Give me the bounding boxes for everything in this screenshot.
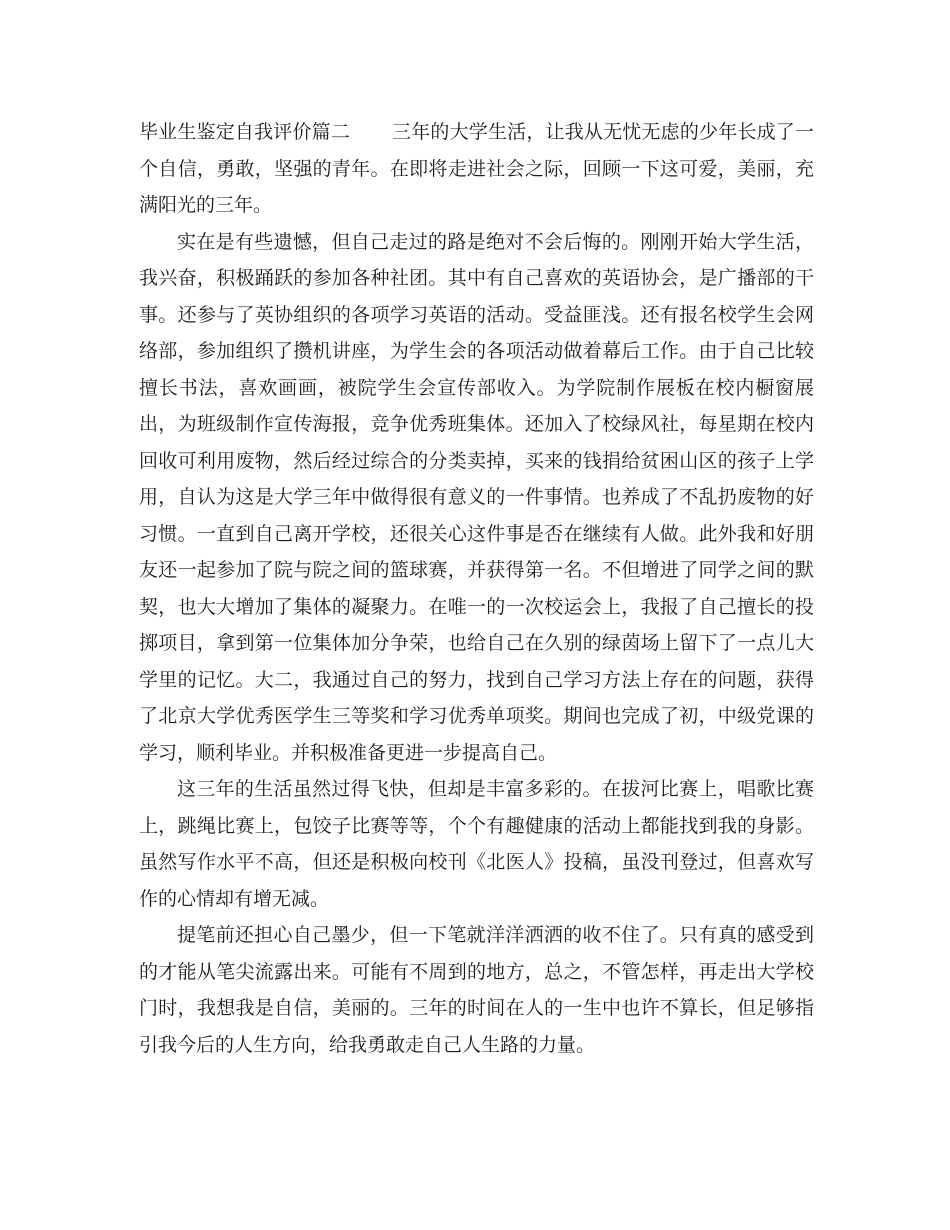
document-body [139, 114, 814, 1063]
document-title: 毕业生鉴定自我评价篇二 [139, 121, 351, 143]
body-paragraph-3: 提笔前还担心自己墨少，但一下笔就洋洋洒洒的收不住了。只有真的感受到的才能从笔尖流露出来。可能有不周到的地方，总之，不管怎样，再走出大学校门时，我想我是自信，美丽的。三年的时间在人的一生中也许不算长，但足够指引我今后的人生方向，给我勇敢走自己人生路的力量。 [139, 924, 814, 1056]
body-paragraph-1: 实在是有些遗憾，但自己走过的路是绝对不会后悔的。刚刚开始大学生活，我兴奋，积极踊跃的参加各种社团。其中有自己喜欢的英语协会，是广播部的干事。还参与了英协组织的各项学习英语的活动。受益匪浅。还有报名校学生会网络部，参加组织了攒机讲座，为学生会的各项活动做着幕后工作。由于自己比较擅长书法，喜欢画画，被院学生会宣传部收入。为学院制作展板在校内橱窗展出，为班级制作宣传海报，竞争优秀班集体。还加入了校绿风社，每星期在校内回收可利用废物，然后经过综合的分类卖掉，买来的钱捐给贫困山区的孩子上学用，自认为这是大学三年中做得很有意义的一件事情。也养成了不乱扔废物的好习惯。一直到自己离开学校，还很关心这件事是否在继续有人做。此外我和好朋友还一起参加了院与院之间的篮球赛，并获得第一名。不但增进了同学之间的默契，也大大增加了集体的凝聚力。在唯一的一次校运会上，我报了自己擅长的投掷项目，拿到第一位集体加分争荣，也给自己在久别的绿茵场上留下了一点儿大学里的记忆。大二，我通过自己的努力，找到自己学习方法上存在的问题，获得了北京大学优秀医学生三等奖和学习优秀单项奖。期间也完成了初，中级党课的学习，顺利毕业。并积极准备更进一步提高自己。 [139, 230, 814, 764]
body-paragraph-2: 这三年的生活虽然过得飞快，但却是丰富多彩的。在拔河比赛上，唱歌比赛上，跳绳比赛上，包饺子比赛等等，个个有趣健康的活动上都能找到我的身影。虽然写作水平不高，但还是积极向校刊《北医人》投稿，虽没刊登过，但喜欢写作的心情却有增无减。 [139, 778, 814, 910]
intro-paragraph [139, 114, 814, 224]
intro-text: 三年的大学生活，让我从无忧无虑的少年长成了一个自信，勇敢，坚强的青年。在即将走进社会之际，回顾一下这可爱，美丽，充满阳光的三年。 [139, 121, 814, 216]
